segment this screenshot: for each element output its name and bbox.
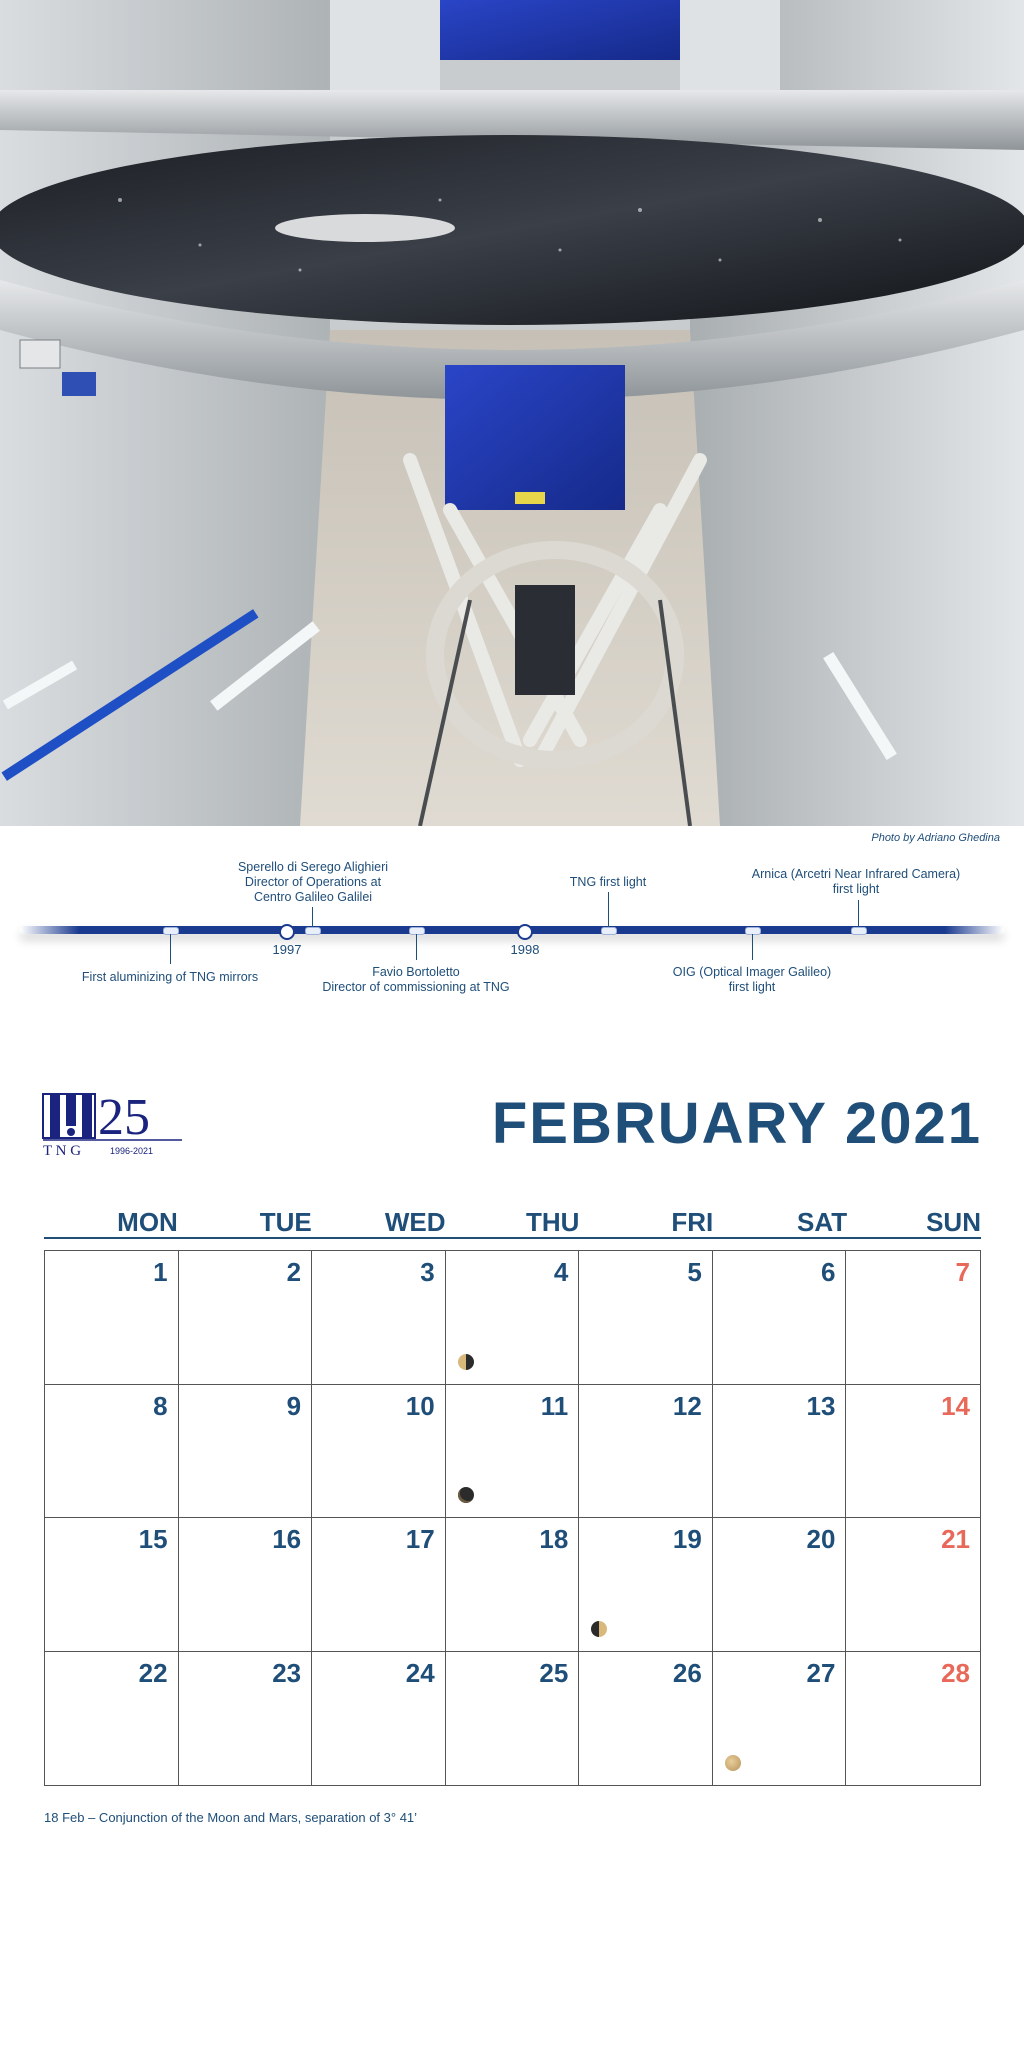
logo-org: T N G	[43, 1143, 82, 1159]
day-number: 12	[672, 1390, 702, 1421]
year-marker-1997	[279, 924, 295, 940]
day-cell	[45, 1518, 179, 1652]
day-number: 16	[272, 1524, 302, 1554]
day-cell	[179, 1518, 313, 1652]
day-number: 2	[286, 1257, 302, 1287]
logo-years: 1996-2021	[110, 1146, 154, 1156]
year-label-1998: 1998	[510, 942, 540, 957]
day-number: 27	[806, 1657, 836, 1688]
day-cell	[45, 1251, 179, 1385]
timeline-marker	[601, 927, 617, 935]
event-arnica-first-light: Arnica (Arcetri Near Infrared Camera) first light	[751, 867, 961, 896]
event-serego-alighieri: Sperello di Serego Alighieri Director of Operations at Centro Galileo Galilei	[237, 860, 389, 904]
day-number: 23	[272, 1657, 302, 1688]
day-number: 20	[806, 1524, 836, 1554]
day-number: 11	[540, 1390, 569, 1421]
day-number: 1	[153, 1257, 168, 1287]
day-cell	[312, 1518, 446, 1652]
day-cell	[579, 1251, 713, 1385]
weekday-mon: MON	[117, 1207, 178, 1237]
day-cell	[446, 1652, 580, 1786]
day-number: 5	[687, 1257, 702, 1287]
day-number-sunday: 21	[941, 1524, 970, 1554]
weekday-fri: FRI	[671, 1207, 714, 1237]
year-label-1997: 1997	[272, 942, 302, 957]
weekday-divider	[44, 1237, 981, 1239]
day-cell	[312, 1652, 446, 1786]
day-number: 25	[539, 1657, 569, 1688]
month-title: FEBRUARY 2021	[491, 1091, 982, 1156]
timeline-marker	[163, 927, 179, 935]
full-moon-icon	[725, 1755, 741, 1771]
timeline-marker	[409, 927, 425, 935]
event-oig-first-light: OIG (Optical Imager Galileo) first light	[672, 965, 832, 994]
day-cell	[312, 1385, 446, 1519]
weekday-sat: SAT	[797, 1207, 848, 1237]
day-number: 6	[820, 1257, 836, 1287]
event-tick	[752, 934, 753, 960]
new-moon-icon	[458, 1487, 474, 1503]
telescope-illustration	[0, 0, 1024, 826]
day-cell	[446, 1385, 580, 1519]
astronomy-note: 18 Feb – Conjunction of the Moon and Mars, separation of 3° 41’	[44, 1810, 418, 1825]
day-cell	[579, 1652, 713, 1786]
day-cell	[179, 1652, 313, 1786]
event-tick	[858, 900, 859, 927]
weekday-header	[44, 1207, 981, 1237]
timeline-marker	[851, 927, 867, 935]
event-first-aluminizing: First aluminizing of TNG mirrors	[81, 970, 259, 984]
day-cell	[846, 1251, 980, 1385]
weekday-tue: TUE	[259, 1207, 312, 1237]
day-cell	[45, 1385, 179, 1519]
day-cell	[713, 1518, 847, 1652]
day-cell	[846, 1652, 980, 1786]
day-cell	[179, 1251, 313, 1385]
day-cell	[713, 1385, 847, 1519]
day-number: 9	[286, 1390, 302, 1421]
day-number: 4	[553, 1257, 569, 1287]
day-number-sunday: 14	[941, 1390, 970, 1421]
logo-graphic	[42, 1090, 192, 1160]
tng-25-logo	[42, 1090, 192, 1160]
day-number: 17	[405, 1524, 435, 1554]
day-cell	[446, 1251, 580, 1385]
day-number: 26	[672, 1657, 702, 1688]
day-number-sunday: 7	[955, 1257, 970, 1287]
day-cell	[713, 1251, 847, 1385]
day-number: 22	[138, 1657, 168, 1688]
history-timeline	[0, 850, 1024, 1010]
first-quarter-moon-icon	[591, 1621, 607, 1637]
day-number: 19	[672, 1524, 702, 1554]
calendar-grid	[44, 1250, 981, 1786]
event-bortoletto: Favio Bortoletto Director of commissioning at TNG	[322, 965, 510, 994]
timeline-marker	[305, 927, 321, 935]
day-cell	[579, 1385, 713, 1519]
day-cell	[846, 1385, 980, 1519]
day-number: 3	[420, 1257, 435, 1287]
timeline-marker	[745, 927, 761, 935]
day-cell	[45, 1652, 179, 1786]
weekday-sun: SUN	[926, 1207, 981, 1237]
last-quarter-moon-icon	[458, 1354, 474, 1370]
day-cell	[179, 1385, 313, 1519]
event-tng-first-light: TNG first light	[569, 875, 647, 889]
day-cell	[446, 1518, 580, 1652]
day-number: 13	[806, 1390, 836, 1421]
photo-credit: Photo by Adriano Ghedina	[871, 832, 1000, 844]
event-tick	[170, 934, 171, 964]
weekday-thu: THU	[525, 1207, 580, 1237]
logo-number: 25	[98, 1090, 150, 1146]
event-tick	[416, 934, 417, 960]
day-cell	[846, 1518, 980, 1652]
day-cell	[713, 1652, 847, 1786]
year-marker-1998	[517, 924, 533, 940]
weekday-wed: WED	[384, 1207, 446, 1237]
day-number: 8	[153, 1390, 168, 1421]
telescope-photo	[0, 0, 1024, 826]
event-tick	[608, 892, 609, 927]
day-cell	[312, 1251, 446, 1385]
event-tick	[312, 907, 313, 927]
day-number: 24	[405, 1657, 435, 1688]
day-number: 10	[405, 1390, 435, 1421]
day-number: 15	[138, 1524, 168, 1554]
day-number: 18	[539, 1524, 569, 1554]
day-number-sunday: 28	[941, 1657, 970, 1688]
day-cell	[579, 1518, 713, 1652]
